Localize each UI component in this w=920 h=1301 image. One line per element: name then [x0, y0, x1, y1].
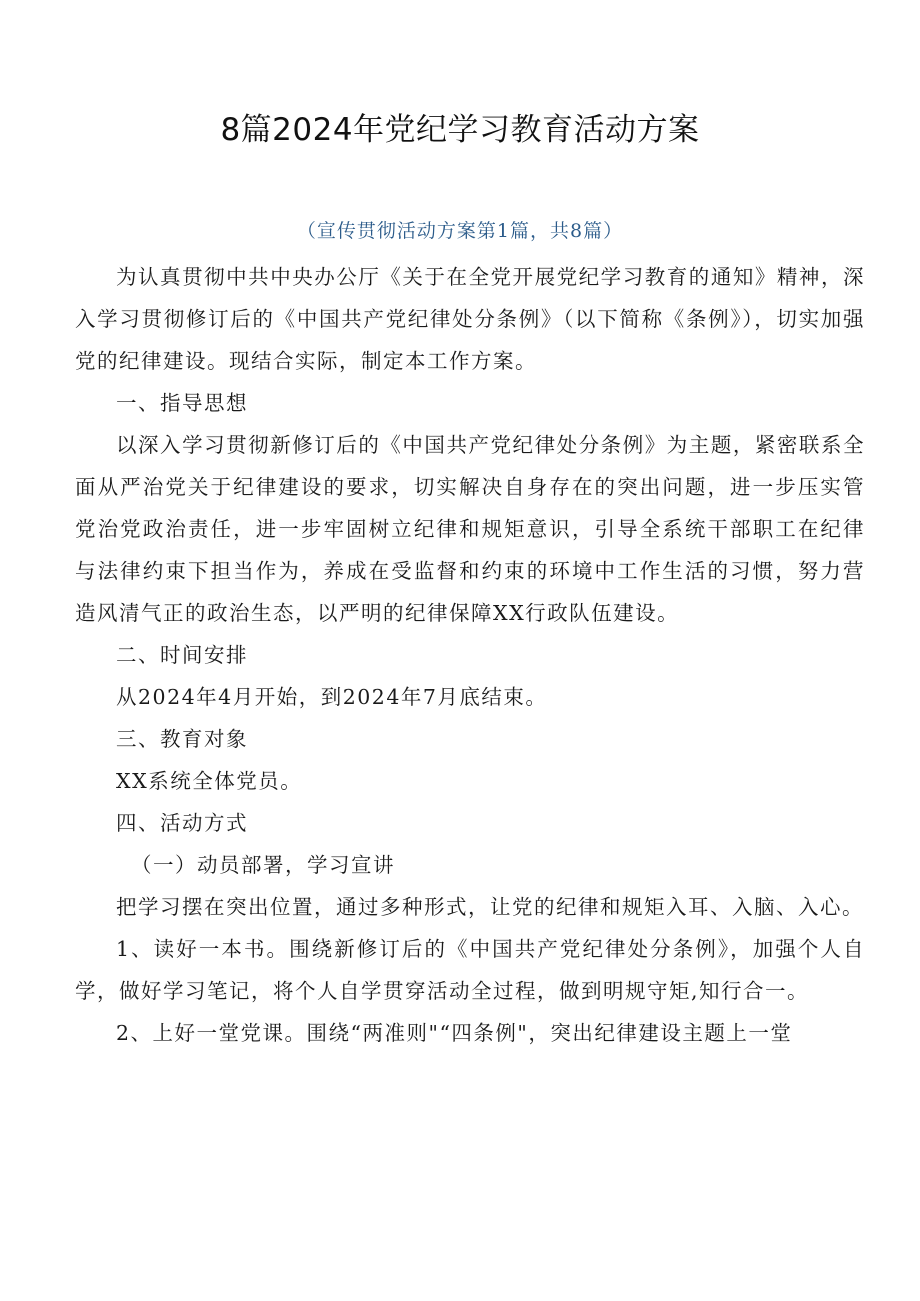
- paragraph-audience: XX系统全体党员。: [116, 769, 303, 793]
- heading-audience: 三、教育对象: [116, 727, 248, 751]
- subheading-mobilize: （一）动员部署，学习宣讲: [131, 853, 395, 877]
- paragraph-mobilize: 把学习摆在突出位置，通过多种形式，让党的纪律和规矩入耳、入脑、入心。: [116, 895, 864, 919]
- paragraph-intro: 为认真贯彻中共中央办公厅《关于在全党开展党纪学习教育的通知》精神，深入学习贯彻修订后的《中国共产党纪律处分条例》（以下简称《条例》），切实加强党的纪律建设。现结合实际，制定本工作方案。: [75, 265, 865, 373]
- paragraph-read-book: 1、读好一本书。围绕新修订后的《中国共产党纪律处分条例》，加强个人自学，做好学习笔记，将个人自学贯穿活动全过程，做到明规守矩,知行合一。: [75, 937, 865, 1003]
- heading-methods: 四、活动方式: [116, 811, 248, 835]
- document-body: [75, 256, 865, 1054]
- document-title: 8篇2024年党纪学习教育活动方案: [220, 112, 700, 148]
- heading-guiding-thought: 一、指导思想: [116, 391, 248, 415]
- document-subtitle: （宣传贯彻活动方案第1篇，共8篇）: [296, 220, 624, 242]
- paragraph-party-lesson: 2、上好一堂党课。围绕“两准则"“四条例"，突出纪律建设主题上一堂: [116, 1021, 793, 1045]
- paragraph-guiding-thought: 以深入学习贯彻新修订后的《中国共产党纪律处分条例》为主题，紧密联系全面从严治党关于纪律建设的要求，切实解决自身存在的突出问题，进一步压实管党治党政治责任，进一步牢固树立纪律和规矩意识，引导全系统干部职工在纪律与法律约束下担当作为，养成在受监督和约束的环境中工作生活的习惯，努力营造风清气正的政治生态，以严明的纪律保障XX行政队伍建设。: [75, 433, 865, 625]
- heading-schedule: 二、时间安排: [116, 643, 248, 667]
- paragraph-schedule: 从2024年4月开始，到2024年7月底结束。: [116, 685, 548, 709]
